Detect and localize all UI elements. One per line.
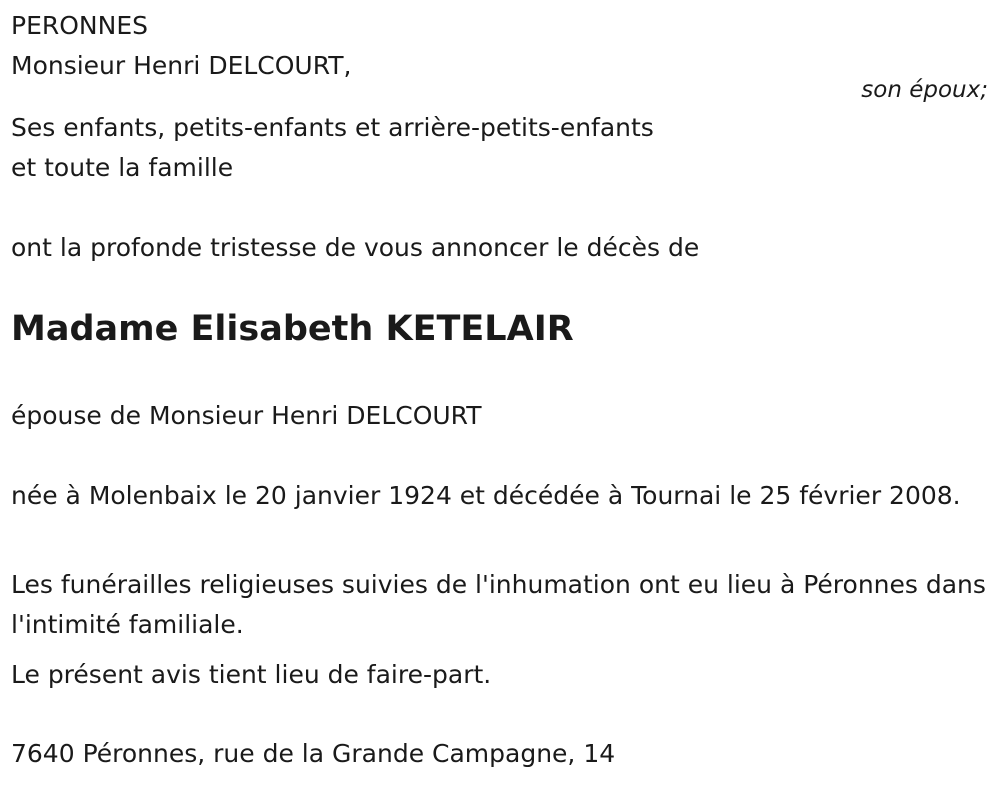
funeral-text: Les funérailles religieuses suivies de l'inhumation ont eu lieu à Péronnes dans l'intimité familiale.: [11, 570, 986, 639]
birth-death-text: née à Molenbaix le 20 janvier 1924 et décédée à Tournai le 25 février 2008.: [11, 481, 961, 510]
spouse-name: Monsieur Henri DELCOURT,: [11, 51, 352, 80]
family-line-2: et toute la famille: [11, 153, 234, 182]
notice-text: Le présent avis tient lieu de faire-part.: [11, 660, 492, 689]
announcement-text: ont la profonde tristesse de vous annoncer le décès de: [11, 233, 700, 262]
spouse-of-text: épouse de Monsieur Henri DELCOURT: [11, 401, 482, 430]
deceased-name: Madame Elisabeth KETELAIR: [11, 309, 574, 349]
city-heading: PERONNES: [11, 11, 148, 40]
spouse-role: son époux;: [861, 77, 988, 103]
address-text: 7640 Péronnes, rue de la Grande Campagne, 14: [11, 739, 616, 768]
family-line-1: Ses enfants, petits-enfants et arrière-petits-enfants: [11, 113, 654, 142]
